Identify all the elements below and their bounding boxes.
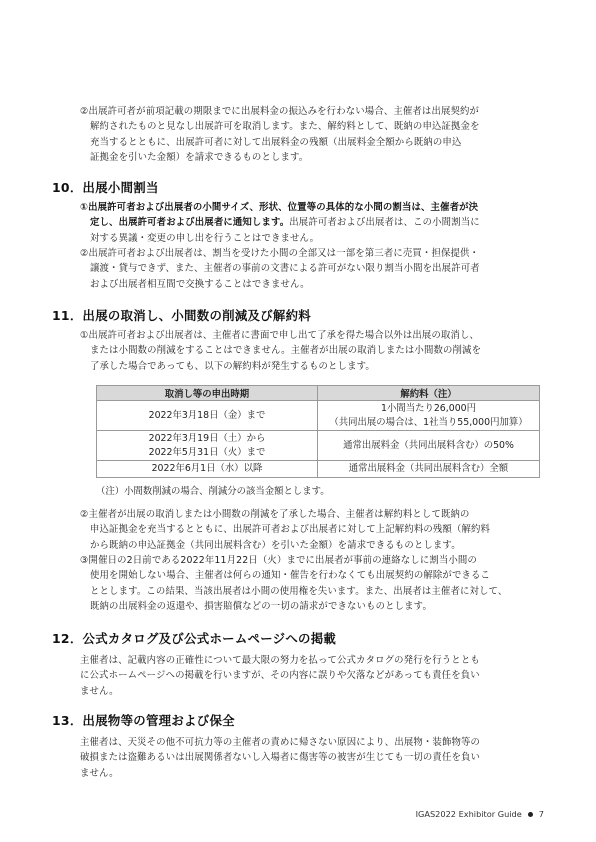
section-heading-10: 10．出展小間割当	[52, 180, 159, 195]
text-line: 了承した場合であっても、以下の解約料が発生するものとします。	[90, 360, 375, 372]
text-line: から既納の申込証拠金（共同出展料含む）を引いた金額）を請求できるものとします。	[90, 539, 461, 551]
page-footer	[416, 809, 544, 819]
bullet-dot-icon	[528, 812, 533, 817]
clause-10-1	[80, 200, 480, 246]
text-line: 充当するとともに、出展許可者に対して出展料金の残額（出展料金全額から既納の申込	[90, 136, 462, 148]
page-number: 7	[538, 809, 544, 819]
text-bold: 定し、出展許可者および出展者に通知します。	[90, 217, 290, 229]
table-cell	[318, 401, 540, 431]
table-header: 解約料（注）	[318, 386, 540, 401]
clause-11-3	[80, 553, 507, 614]
clause-10-2-prev	[80, 104, 480, 165]
clause-12	[80, 653, 480, 699]
text-line: に公式ホームページへの掲載を行いますが、その内容に誤りや欠落などがあっても責任を負い	[80, 670, 480, 682]
text-line: 主催者は、記載内容の正確性について最大限の努力を払って公式カタログの発行を行うととも	[80, 655, 480, 666]
text-line: 証拠金を引いた金額）を請求できるものとします。	[90, 151, 309, 163]
text-line: 使用を開始しない場合、主催者は何らの通知・催告を行わなくても出展契約の解除ができるこ	[90, 570, 491, 582]
table-cell: 通常出展料金（共同出展料含む）の50%	[318, 431, 540, 461]
table-cell: 通常出展料金（共同出展料含む）全額	[318, 461, 540, 478]
text-line: ①出展許可者および出展者の小間サイズ、形状、位置等の具体的な小間の割当は、主催者が決	[80, 202, 479, 213]
text-line: ません。	[80, 685, 119, 697]
table-note: （注）小間数削減の場合、削減分の該当金額とします。	[96, 486, 330, 497]
text-line: ②出展許可者および出展者は、割当を受けた小間の全部又は一部を第三者に売買・担保提供・	[80, 248, 480, 259]
text-line: ととします。この結果、当該出展者は小間の使用権を失います。また、出展者は主催者に対して、	[90, 585, 508, 597]
text-line: ②主催者が出展の取消しまたは小間数の削減を了承した場合、主催者は解約料として既納の	[80, 509, 470, 520]
cell-line: （共同出展の場合は、1社当り55,000円加算）	[329, 416, 528, 428]
text-line: ③開催日の2日前である2022年11月22日（火）までに出展者が事前の連絡なしに割当小間の	[80, 555, 477, 566]
cell-line: 2022年3月19日（土）から	[148, 433, 266, 444]
section-heading-11: 11．出展の取消し、小間数の削減及び解約料	[52, 308, 311, 323]
text-line: ①出展許可者および出展者は、主催者に書面で申し出て了承を得た場合以外は出展の取消し、	[80, 330, 480, 341]
table-header: 取消し等の申出時期	[97, 386, 318, 401]
guide-title: IGAS2022 Exhibitor Guide	[415, 809, 522, 819]
text-line: 既納の出展料金の返還や、損害賠償などの一切の請求ができないものとします。	[90, 600, 432, 612]
text-line: 主催者は、天災その他不可抗力等の主催者の責めに帰さない原因により、出展物・装飾物等の	[80, 737, 481, 748]
cell-line: 2022年5月31日（火）まで	[148, 446, 266, 458]
table-cell	[97, 431, 318, 461]
text-line: 出展許可者および出展者は、この小間割当に	[289, 217, 480, 229]
section-heading-12: 12．公式カタログ及び公式ホームページへの掲載	[52, 631, 337, 646]
text-line: 解約されたものと見なし出展許可を取消します。また、解約料として、既納の申込証拠金を	[90, 121, 480, 133]
text-line: ②出展許可者が前項記載の期限までに出展料金の振込みを行わない場合、主催者は出展契約が	[80, 106, 480, 117]
text-line: ません。	[80, 767, 119, 779]
table-cell: 2022年3月18日（金）まで	[97, 401, 318, 431]
clause-13	[80, 735, 480, 781]
text-line: 対する異議・変更の申し出を行うことはできません。	[90, 232, 320, 244]
cell-line: 1小間当たり26,000円	[380, 403, 477, 414]
cancellation-fee-table	[96, 385, 540, 478]
clause-11-2	[80, 507, 490, 553]
text-line: 申込証拠金を充当するとともに、出展許可者および出展者に対して上記解約料の残額（解約料	[90, 524, 491, 536]
clause-10-2	[80, 246, 480, 292]
section-heading-13: 13．出展物等の管理および保全	[52, 713, 235, 728]
text-line: 破損または盗難あるいは出展関係者ないし入場者に傷害等の被害が生じても一切の責任を負い	[80, 752, 481, 764]
table-cell: 2022年6月1日（水）以降	[97, 461, 318, 478]
text-line: および出展者相互間で交換することはできません。	[90, 278, 310, 290]
clause-11-1	[80, 328, 481, 374]
text-line: または小間数の削減をすることはできません。主催者が出展の取消しまたは小間数の削減を	[90, 345, 482, 357]
text-line: 譲渡・貸与できず、また、主催者の事前の文書による許可がない限り割当小間を出展許可者	[90, 263, 480, 275]
